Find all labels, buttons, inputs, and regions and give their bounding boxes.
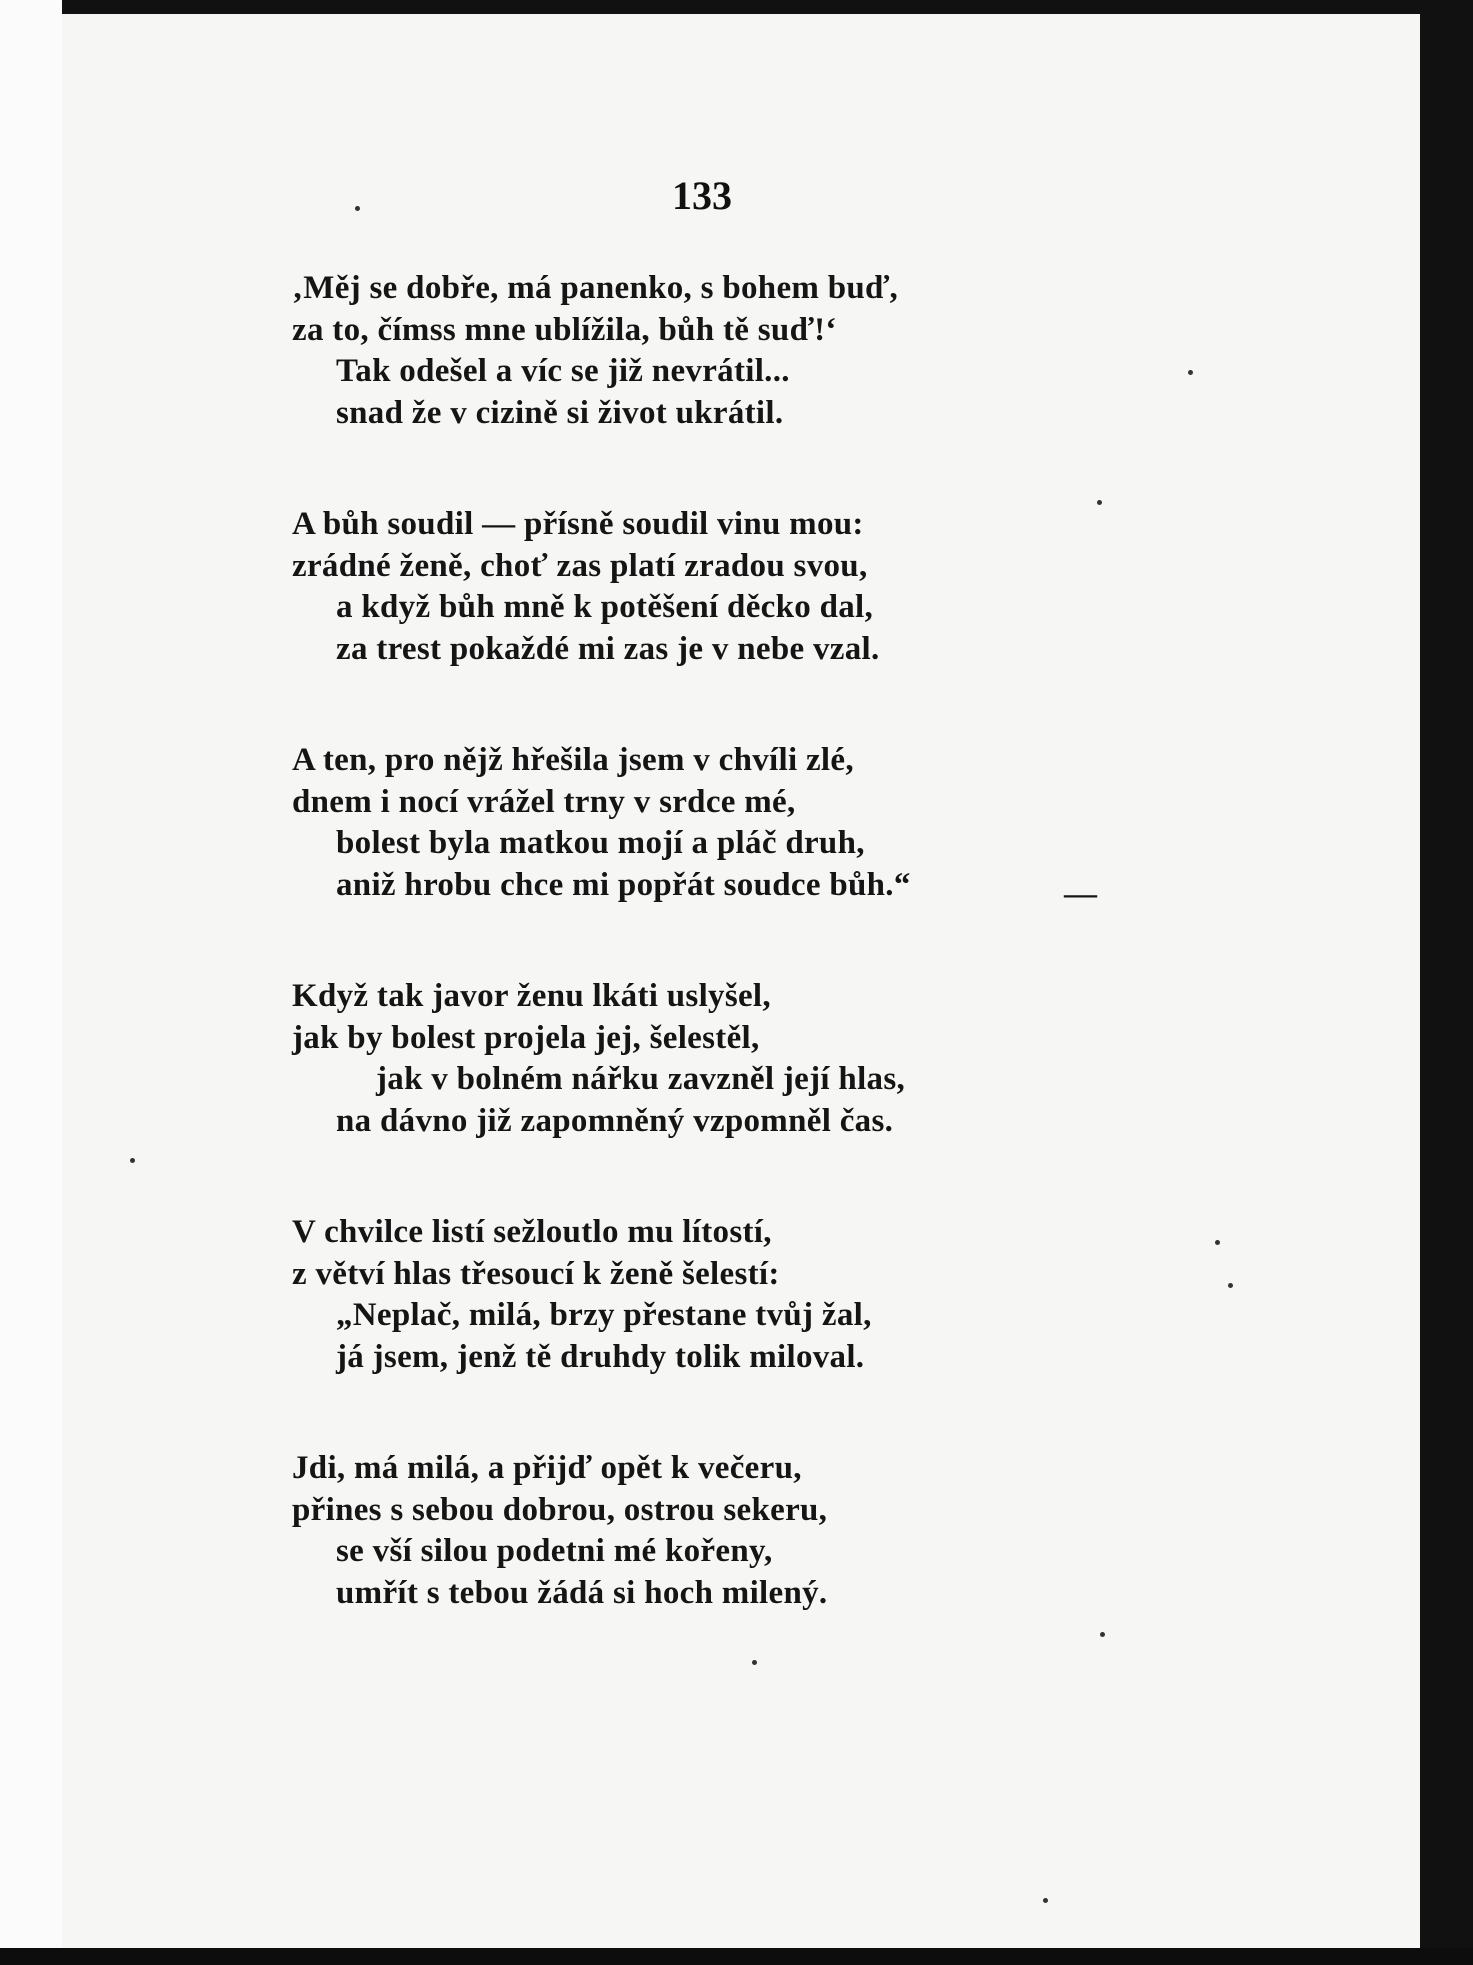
verse-line: na dávno již zapomněný vzpomněl čas. <box>336 1102 894 1139</box>
stanza <box>292 504 1152 670</box>
adjacent-page-margin <box>0 0 62 1965</box>
verse-line: aniž hrobu chce mi popřát soudce bůh.“ <box>336 866 911 903</box>
trailing-dash: — <box>1064 876 1097 912</box>
verse-line: „Neplač, milá, brzy přestane tvůj žal, <box>336 1297 872 1333</box>
dust-speck <box>355 206 360 211</box>
dust-speck <box>130 1158 135 1163</box>
dust-speck <box>1100 1632 1105 1637</box>
verse-line: A bůh soudil — přísně soudil vinu mou: <box>292 506 864 542</box>
verse-line: Když tak javor ženu lkáti uslyšel, <box>292 978 771 1014</box>
verse-line: za to, čímss mne ublížila, bůh tě suď!‘ <box>292 311 837 348</box>
verse-line: za trest pokaždé mi zas je v nebe vzal. <box>336 630 880 667</box>
verse-line: zrádné ženě, choť zas platí zradou svou, <box>292 547 868 584</box>
poem-body <box>292 268 1152 1684</box>
stanza <box>292 740 1152 906</box>
stanza <box>292 1212 1152 1378</box>
stanza <box>292 1448 1152 1614</box>
verse-line: Jdi, má milá, a přijď opět k večeru, <box>292 1450 802 1486</box>
verse-line: snad že v cizině si život ukrátil. <box>336 394 784 431</box>
dust-speck <box>1043 1898 1048 1903</box>
verse-line: ‚Měj se dobře, má panenko, s bohem buď, <box>292 270 899 306</box>
verse-line: a když bůh mně k potěšení děcko dal, <box>336 589 874 625</box>
verse-line: jak v bolném nářku zavzněl její hlas, <box>376 1061 906 1097</box>
verse-line: V chvilce listí sežloutlo mu lítostí, <box>292 1214 772 1250</box>
dust-speck <box>1215 1240 1220 1245</box>
verse-line: z větví hlas třesoucí k ženě šelestí: <box>292 1255 780 1292</box>
dust-speck <box>1228 1283 1233 1288</box>
dust-speck <box>1097 500 1102 505</box>
verse-line: se vší silou podetni mé kořeny, <box>336 1533 773 1569</box>
verse-line: jak by bolest projela jej, šelestěl, <box>292 1019 760 1056</box>
dust-speck <box>1188 370 1193 375</box>
stanza <box>292 976 1152 1142</box>
stanza <box>292 268 1152 434</box>
verse-line: Tak odešel a víc se již nevrátil... <box>336 353 790 389</box>
page-number: 133 <box>672 173 732 218</box>
verse-line: já jsem, jenž tě druhdy tolik miloval. <box>336 1338 865 1375</box>
verse-line: umřít s tebou žádá si hoch milený. <box>336 1574 828 1611</box>
dust-speck <box>752 1660 757 1665</box>
verse-line: dnem i nocí vrážel trny v srdce mé, <box>292 783 796 820</box>
verse-line: přines s sebou dobrou, ostrou sekeru, <box>292 1491 828 1528</box>
page-bottom-edge <box>0 1948 1473 1965</box>
verse-line: bolest byla matkou mojí a pláč druh, <box>336 825 865 861</box>
verse-line: A ten, pro nějž hřešila jsem v chvíli zlé, <box>292 742 854 778</box>
